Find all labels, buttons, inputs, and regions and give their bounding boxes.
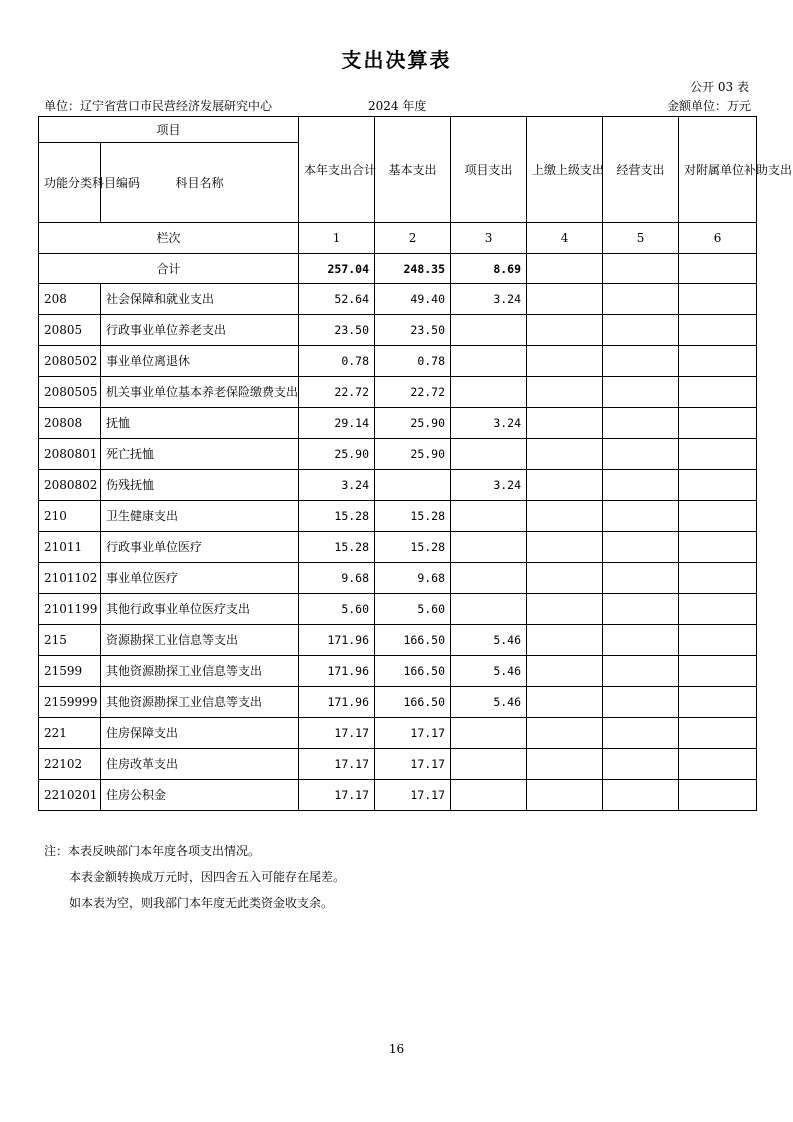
row-name: 其他行政事业单位医疗支出 bbox=[101, 594, 299, 625]
year-label: 2024 年度 bbox=[368, 99, 427, 113]
row-value: 23.50 bbox=[299, 315, 375, 346]
row-code: 221 bbox=[39, 718, 101, 749]
row-value bbox=[451, 594, 527, 625]
row-value bbox=[679, 439, 757, 470]
row-value: 166.50 bbox=[375, 656, 451, 687]
row-value: 0.78 bbox=[299, 346, 375, 377]
table-body bbox=[39, 117, 793, 811]
col-number: 4 bbox=[527, 223, 603, 254]
row-value bbox=[679, 687, 757, 718]
row-name: 事业单位医疗 bbox=[101, 563, 299, 594]
row-value bbox=[451, 749, 527, 780]
form-number: 公开 03 表 bbox=[690, 80, 749, 94]
row-code: 2080801 bbox=[39, 439, 101, 470]
row-value: 3.24 bbox=[451, 470, 527, 501]
row-value bbox=[679, 284, 757, 315]
table-row bbox=[39, 408, 757, 439]
row-code: 21011 bbox=[39, 532, 101, 563]
row-value: 3.24 bbox=[451, 284, 527, 315]
header-row bbox=[39, 117, 757, 143]
unit-label: 单位：辽宁省营口市民营经济发展研究中心 bbox=[44, 99, 273, 113]
table-row bbox=[39, 563, 757, 594]
expenditure-table bbox=[38, 116, 793, 811]
row-value bbox=[679, 408, 757, 439]
col-number: 5 bbox=[603, 223, 679, 254]
table-row bbox=[39, 594, 757, 625]
total-value: 8.69 bbox=[451, 254, 527, 284]
row-value bbox=[527, 470, 603, 501]
note-line: 如本表为空，则我部门本年度无此类资金收支余。 bbox=[69, 896, 334, 910]
row-value bbox=[527, 656, 603, 687]
money-unit: 金额单位：万元 bbox=[666, 99, 751, 113]
row-value bbox=[603, 594, 679, 625]
row-value bbox=[679, 656, 757, 687]
row-value bbox=[679, 780, 757, 811]
row-value bbox=[679, 501, 757, 532]
row-code: 20805 bbox=[39, 315, 101, 346]
row-name: 社会保障和就业支出 bbox=[101, 284, 299, 315]
row-value bbox=[603, 377, 679, 408]
row-value bbox=[603, 563, 679, 594]
row-value bbox=[527, 594, 603, 625]
row-code: 2101102 bbox=[39, 563, 101, 594]
table-row bbox=[39, 284, 757, 315]
row-name: 机关事业单位基本养老保险缴费支出 bbox=[101, 377, 299, 408]
row-value: 17.17 bbox=[375, 749, 451, 780]
name-header: 科目名称 bbox=[101, 143, 299, 223]
row-value bbox=[679, 594, 757, 625]
row-value: 25.90 bbox=[375, 408, 451, 439]
row-value bbox=[603, 532, 679, 563]
row-value bbox=[527, 718, 603, 749]
table-row bbox=[39, 532, 757, 563]
row-code: 2080802 bbox=[39, 470, 101, 501]
row-code: 20808 bbox=[39, 408, 101, 439]
row-value: 5.46 bbox=[451, 656, 527, 687]
row-value bbox=[603, 470, 679, 501]
item-header: 项目 bbox=[39, 117, 299, 143]
row-value bbox=[527, 749, 603, 780]
table-row bbox=[39, 501, 757, 532]
row-value: 171.96 bbox=[299, 656, 375, 687]
row-value: 52.64 bbox=[299, 284, 375, 315]
row-value bbox=[603, 749, 679, 780]
page-title: 支出决算表 bbox=[341, 48, 452, 72]
row-value bbox=[527, 284, 603, 315]
table-row bbox=[39, 687, 757, 718]
row-code: 2210201 bbox=[39, 780, 101, 811]
row-value bbox=[679, 532, 757, 563]
row-value bbox=[679, 625, 757, 656]
row-value bbox=[451, 439, 527, 470]
col-header-project: 项目支出 bbox=[451, 117, 527, 223]
col-header-subsidy: 对附属单位补助支出 bbox=[679, 117, 757, 223]
row-value bbox=[375, 470, 451, 501]
row-value bbox=[451, 718, 527, 749]
row-value: 9.68 bbox=[299, 563, 375, 594]
row-value bbox=[603, 439, 679, 470]
row-value: 15.28 bbox=[299, 532, 375, 563]
table-row bbox=[39, 625, 757, 656]
row-value bbox=[527, 780, 603, 811]
row-name: 其他资源勘探工业信息等支出 bbox=[101, 656, 299, 687]
row-value: 5.60 bbox=[299, 594, 375, 625]
notes bbox=[44, 838, 345, 916]
row-value: 15.28 bbox=[299, 501, 375, 532]
table-row bbox=[39, 749, 757, 780]
row-value bbox=[603, 656, 679, 687]
row-value bbox=[679, 563, 757, 594]
row-name: 资源勘探工业信息等支出 bbox=[101, 625, 299, 656]
total-row bbox=[39, 254, 757, 284]
row-value bbox=[451, 315, 527, 346]
row-name: 抚恤 bbox=[101, 408, 299, 439]
row-value: 166.50 bbox=[375, 687, 451, 718]
row-value bbox=[527, 563, 603, 594]
table-row bbox=[39, 439, 757, 470]
row-value bbox=[603, 284, 679, 315]
row-value: 5.46 bbox=[451, 687, 527, 718]
row-code: 215 bbox=[39, 625, 101, 656]
total-label: 合计 bbox=[39, 254, 299, 284]
row-name: 住房公积金 bbox=[101, 780, 299, 811]
row-code: 208 bbox=[39, 284, 101, 315]
row-name: 行政事业单位医疗 bbox=[101, 532, 299, 563]
table-row bbox=[39, 718, 757, 749]
code-header: 功能分类科目编码 bbox=[39, 143, 101, 223]
row-value: 17.17 bbox=[299, 718, 375, 749]
col-header-upper: 上缴上级支出 bbox=[527, 117, 603, 223]
row-value bbox=[603, 625, 679, 656]
row-value bbox=[451, 780, 527, 811]
total-value bbox=[527, 254, 603, 284]
row-value bbox=[679, 377, 757, 408]
note-line: 注：本表反映部门本年度各项支出情况。 bbox=[44, 844, 261, 858]
row-value bbox=[679, 718, 757, 749]
page-number: 16 bbox=[388, 1042, 405, 1056]
row-code: 210 bbox=[39, 501, 101, 532]
row-value: 171.96 bbox=[299, 687, 375, 718]
row-value: 0.78 bbox=[375, 346, 451, 377]
row-value: 5.46 bbox=[451, 625, 527, 656]
row-value: 166.50 bbox=[375, 625, 451, 656]
row-value: 22.72 bbox=[375, 377, 451, 408]
col-index-row bbox=[39, 223, 757, 254]
row-name: 死亡抚恤 bbox=[101, 439, 299, 470]
row-value: 22.72 bbox=[299, 377, 375, 408]
row-value: 49.40 bbox=[375, 284, 451, 315]
row-value bbox=[451, 377, 527, 408]
row-name: 行政事业单位养老支出 bbox=[101, 315, 299, 346]
row-value: 25.90 bbox=[299, 439, 375, 470]
row-value: 171.96 bbox=[299, 625, 375, 656]
row-value: 23.50 bbox=[375, 315, 451, 346]
row-code: 2101199 bbox=[39, 594, 101, 625]
row-code: 2080502 bbox=[39, 346, 101, 377]
row-name: 其他资源勘探工业信息等支出 bbox=[101, 687, 299, 718]
row-value bbox=[527, 315, 603, 346]
row-value: 29.14 bbox=[299, 408, 375, 439]
row-code: 2159999 bbox=[39, 687, 101, 718]
row-name: 事业单位离退休 bbox=[101, 346, 299, 377]
total-value bbox=[679, 254, 757, 284]
row-code: 2080505 bbox=[39, 377, 101, 408]
row-value bbox=[527, 408, 603, 439]
row-value bbox=[527, 439, 603, 470]
row-value bbox=[451, 532, 527, 563]
row-value bbox=[679, 749, 757, 780]
row-code: 22102 bbox=[39, 749, 101, 780]
col-number: 6 bbox=[679, 223, 757, 254]
row-value bbox=[603, 780, 679, 811]
row-value bbox=[451, 346, 527, 377]
table-row bbox=[39, 346, 757, 377]
row-value: 3.24 bbox=[451, 408, 527, 439]
table-row bbox=[39, 377, 757, 408]
row-value: 25.90 bbox=[375, 439, 451, 470]
row-value bbox=[679, 346, 757, 377]
row-value bbox=[527, 687, 603, 718]
row-name: 住房改革支出 bbox=[101, 749, 299, 780]
total-value bbox=[603, 254, 679, 284]
row-name: 卫生健康支出 bbox=[101, 501, 299, 532]
row-value: 17.17 bbox=[299, 780, 375, 811]
row-value: 15.28 bbox=[375, 501, 451, 532]
total-value: 257.04 bbox=[299, 254, 375, 284]
table-row bbox=[39, 780, 757, 811]
col-header-total: 本年支出合计 bbox=[299, 117, 375, 223]
row-value bbox=[527, 532, 603, 563]
col-number: 3 bbox=[451, 223, 527, 254]
row-code: 21599 bbox=[39, 656, 101, 687]
row-value bbox=[527, 501, 603, 532]
row-value bbox=[451, 563, 527, 594]
row-value: 5.60 bbox=[375, 594, 451, 625]
row-value: 17.17 bbox=[375, 780, 451, 811]
row-value: 17.17 bbox=[375, 718, 451, 749]
row-value bbox=[527, 346, 603, 377]
row-name: 住房保障支出 bbox=[101, 718, 299, 749]
col-index-label: 栏次 bbox=[39, 223, 299, 254]
col-number: 2 bbox=[375, 223, 451, 254]
row-name: 伤残抚恤 bbox=[101, 470, 299, 501]
row-value bbox=[451, 501, 527, 532]
row-value bbox=[603, 687, 679, 718]
row-value: 15.28 bbox=[375, 532, 451, 563]
row-value bbox=[603, 501, 679, 532]
row-value: 3.24 bbox=[299, 470, 375, 501]
row-value bbox=[603, 346, 679, 377]
note-line: 本表金额转换成万元时，因四舍五入可能存在尾差。 bbox=[69, 870, 346, 884]
table-row bbox=[39, 315, 757, 346]
row-value bbox=[527, 377, 603, 408]
col-header-basic: 基本支出 bbox=[375, 117, 451, 223]
col-header-business: 经营支出 bbox=[603, 117, 679, 223]
total-value: 248.35 bbox=[375, 254, 451, 284]
row-value bbox=[603, 408, 679, 439]
row-value bbox=[603, 718, 679, 749]
table-row bbox=[39, 470, 757, 501]
row-value bbox=[603, 315, 679, 346]
col-number: 1 bbox=[299, 223, 375, 254]
row-value: 9.68 bbox=[375, 563, 451, 594]
row-value bbox=[527, 625, 603, 656]
row-value bbox=[679, 315, 757, 346]
table-row bbox=[39, 656, 757, 687]
row-value: 17.17 bbox=[299, 749, 375, 780]
row-value bbox=[679, 470, 757, 501]
